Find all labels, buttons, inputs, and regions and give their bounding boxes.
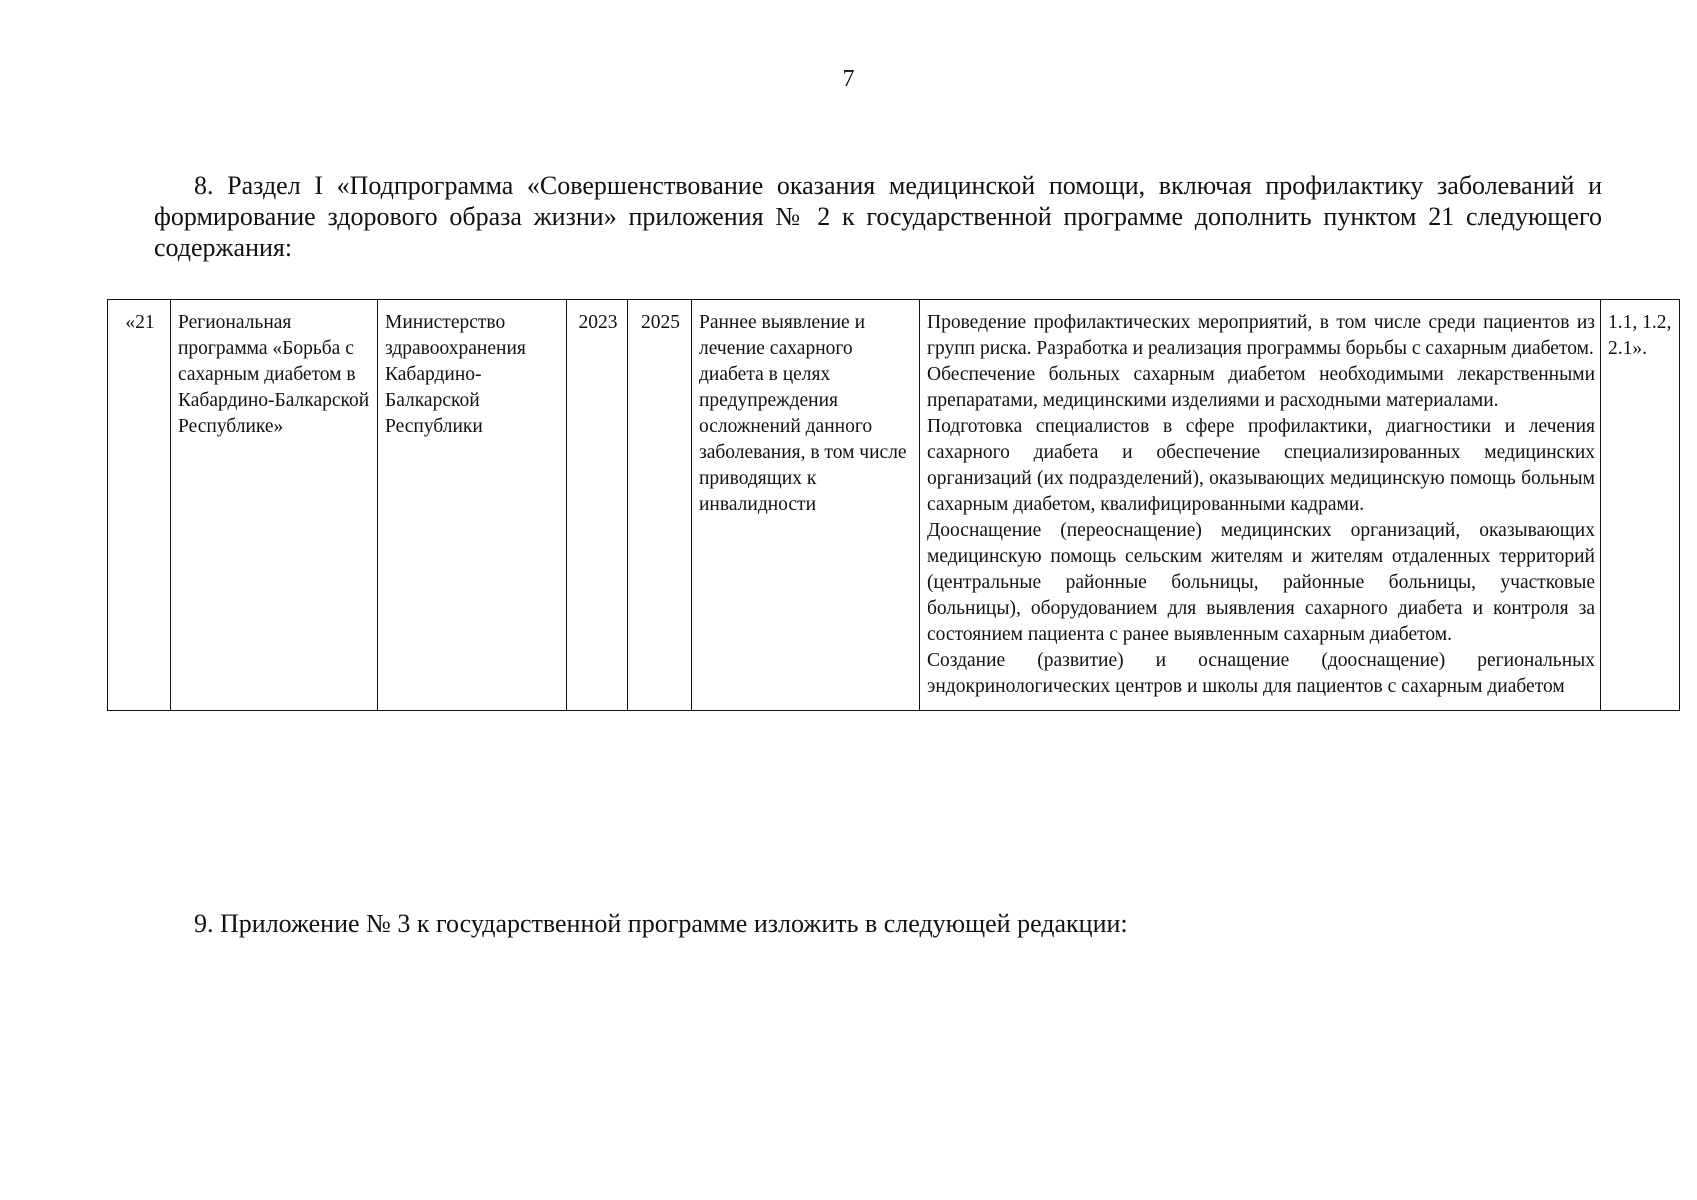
measure-item: Подготовка специалистов в сфере профилактики, диагностики и лечения сахарного диабета и обеспечение специализированных медицинских организаций (их подразделений), оказывающих медицинскую помощь больным сахарным диабетом, квалифицированными кадрами. <box>927 416 1595 515</box>
section-9-paragraph: 9. Приложение № 3 к государственной программе изложить в следующей редакции: <box>194 909 1128 938</box>
row-number-cell: «21 <box>108 300 171 711</box>
measure-item: Создание (развитие) и оснащение (дооснащение) региональных эндокринологических центров и школы для пациентов с сахарным диабетом <box>927 650 1595 697</box>
indicators-cell: 1.1, 1.2, 2.1». <box>1601 300 1680 711</box>
executor-cell: Министерство здравоохранения Кабардино-Балкарской Республики <box>378 300 567 711</box>
year-start-cell: 2023 <box>567 300 628 711</box>
measures-cell <box>920 300 1601 711</box>
goal-cell: Раннее выявление и лечение сахарного диабета в целях предупреждения осложнений данного заболевания, в том числе приводящих к инвалидности <box>692 300 920 711</box>
program-table <box>107 299 1680 711</box>
measure-item: Проведение профилактических мероприятий, в том числе среди пациентов из групп риска. Разработка и реализация программы борьбы с сахарным диабетом. <box>927 312 1595 359</box>
measure-item: Обеспечение больных сахарным диабетом необходимыми лекарственными препаратами, медицинскими изделиями и расходными материалами. <box>927 364 1595 411</box>
table-row <box>108 300 1680 711</box>
year-end-cell: 2025 <box>628 300 692 711</box>
program-name-cell: Региональная программа «Борьба с сахарным диабетом в Кабардино-Балкарской Республике» <box>171 300 378 711</box>
page-number: 7 <box>842 66 855 92</box>
section-8-paragraph: 8. Раздел I «Подпрограмма «Совершенствование оказания медицинской помощи, включая профилактику заболеваний и формирование здорового образа жизни» приложения № 2 к государственной программе дополнить пунктом 21 следующего содержания: <box>154 171 1602 262</box>
measure-item: Дооснащение (переоснащение) медицинских организаций, оказывающих медицинскую помощь сельским жителям и жителям отдаленных территорий (центральные районные больницы, районные больницы, участковые больницы), оборудованием для выявления сахарного диабета и контроля за состоянием пациента с ранее выявленным сахарным диабетом. <box>927 520 1595 645</box>
